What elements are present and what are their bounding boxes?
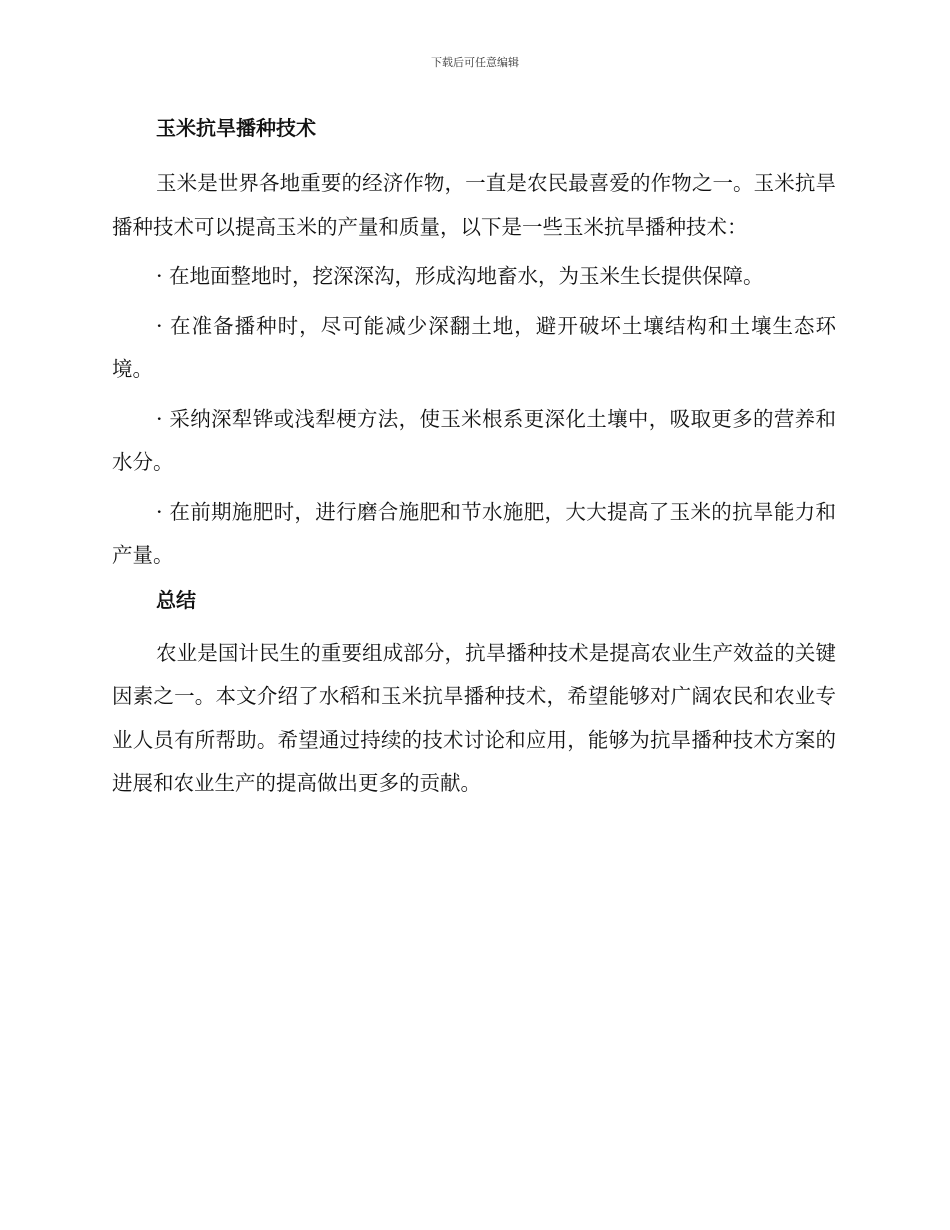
page-header: 下载后可任意编辑 (431, 56, 519, 69)
section-heading-corn: 玉米抗旱播种技术 (156, 116, 316, 140)
document-body (112, 112, 836, 806)
intro-paragraph: 玉米是世界各地重要的经济作物，一直是农民最喜爱的作物之一。玉米抗旱播种技术可以提高玉米的产量和质量，以下是一些玉米抗旱播种技术： (112, 171, 836, 239)
bullet-item: · 采纳深犁铧或浅犁梗方法，使玉米根系更深化土壤中，吸取更多的营养和水分。 (112, 406, 836, 474)
bullet-item: · 在前期施肥时，进行磨合施肥和节水施肥，大大提高了玉米的抗旱能力和产量。 (112, 499, 836, 567)
summary-paragraph: 农业是国计民生的重要组成部分，抗旱播种技术是提高农业生产效益的关键因素之一。本文介绍了水稻和玉米抗旱播种技术，希望能够对广阔农民和农业专业人员有所帮助。希望通过持续的技术讨论和应用，能够为抗旱播种技术方案的进展和农业生产的提高做出更多的贡献。 (112, 640, 836, 795)
bullet-item: · 在地面整地时，挖深深沟，形成沟地畜水，为玉米生长提供保障。 (156, 264, 764, 288)
section-heading-summary: 总结 (156, 587, 196, 612)
bullet-item: · 在准备播种时，尽可能减少深翻土地，避开破坏土壤结构和土壤生态环境。 (112, 313, 836, 381)
